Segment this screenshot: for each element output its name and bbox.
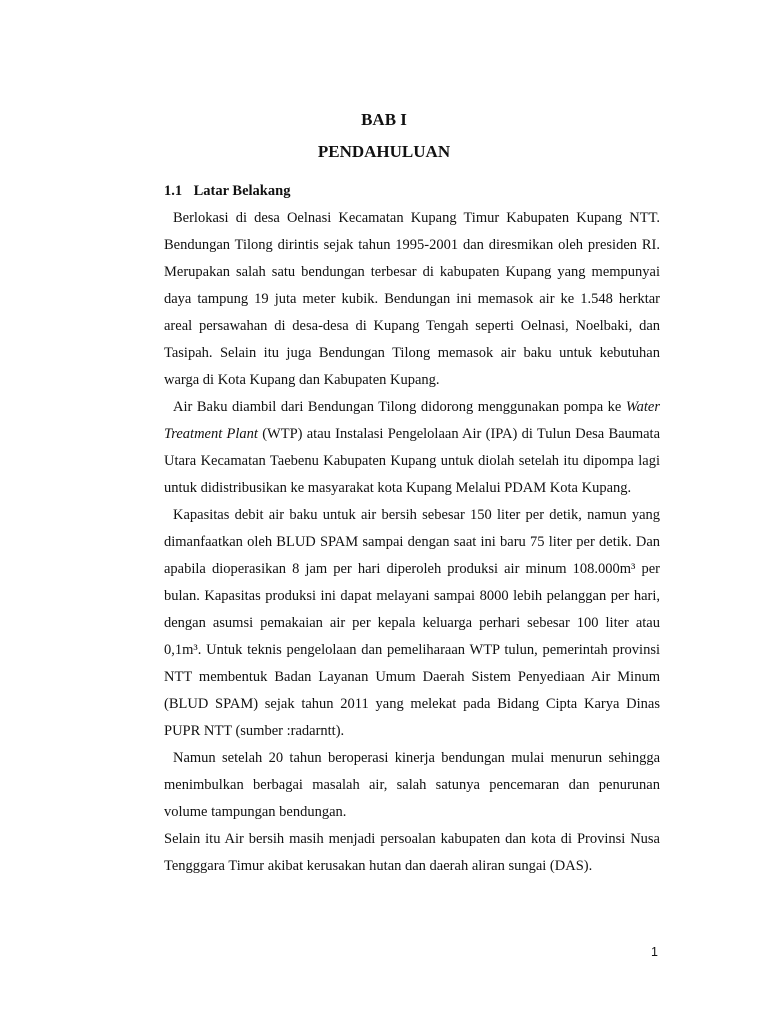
body-text xyxy=(164,205,660,880)
paragraph-text: Air Baku diambil dari Bendungan Tilong didorong menggunakan pompa ke xyxy=(173,399,626,415)
section-heading xyxy=(164,180,290,202)
paragraph xyxy=(164,205,660,394)
paragraph-text: Kapasitas debit air baku untuk air bersih sebesar 150 liter per detik, namun yang dimanfaatkan oleh BLUD SPAM sampai dengan saat ini baru 75 liter per detik. Dan apabila dioperasikan 8 jam per hari diperoleh produksi air minum 108.000m³ per bulan. Kapasitas produksi ini dapat melayani sampai 8000 lebih pelanggan per hari, dengan asumsi pemakaian air per kepala keluarga perhari sebesar 100 liter atau 0,1m³. Untuk teknis pengelolaan dan pemeliharaan WTP tulun, pemerintah provinsi NTT membentuk Badan Layanan Umum Daerah Sistem Penyediaan Air Minum (BLUD SPAM) sejak tahun 2011 yang melekat pada Bidang Cipta Karya Dinas PUPR NTT (sumber :radarntt). xyxy=(164,507,660,739)
paragraph xyxy=(164,826,660,880)
paragraph-text: Selain itu Air bersih masih menjadi persoalan kabupaten dan kota di Provinsi Nusa Tengggara Timur akibat kerusakan hutan dan daerah aliran sungai (DAS). xyxy=(164,831,660,874)
paragraph-text: Berlokasi di desa Oelnasi Kecamatan Kupang Timur Kabupaten Kupang NTT. Bendungan Tilong dirintis sejak tahun 1995-2001 dan diresmikan oleh presiden RI. Merupakan salah satu bendungan terbesar di kabupaten Kupang yang mempunyai daya tampung 19 juta meter kubik. Bendungan ini memasok air ke 1.548 herktar areal persawahan di desa-desa di Kupang Tengah seperti Oelnasi, Noelbaki, dan Tasipah. Selain itu juga Bendungan Tilong memasok air baku untuk kebutuhan warga di Kota Kupang dan Kabupaten Kupang. xyxy=(164,210,660,388)
chapter-label: BAB I xyxy=(361,110,407,129)
paragraph xyxy=(164,394,660,502)
paragraph-text: Namun setelah 20 tahun beroperasi kinerja bendungan mulai menurun sehingga menimbulkan berbagai masalah air, salah satunya pencemaran dan penurunan volume tampungan bendungan. xyxy=(164,750,660,820)
paragraph xyxy=(164,745,660,826)
section-number: 1.1 xyxy=(164,183,183,199)
section-title: Latar Belakang xyxy=(193,183,291,199)
paragraph xyxy=(164,502,660,745)
paragraph-text: (WTP) atau Instalasi Pengelolaan Air (IPA) di Tulun Desa Baumata Utara Kecamatan Taebenu Kabupaten Kupang untuk diolah setelah itu dipompa lagi untuk didistribusikan ke masyarakat kota Kupang Melalui PDAM Kota Kupang. xyxy=(164,426,661,496)
page-number: 1 xyxy=(651,945,658,959)
chapter-title: PENDAHULUAN xyxy=(317,142,451,161)
paragraph-italic-term: Water Treatment Plant xyxy=(164,399,660,442)
